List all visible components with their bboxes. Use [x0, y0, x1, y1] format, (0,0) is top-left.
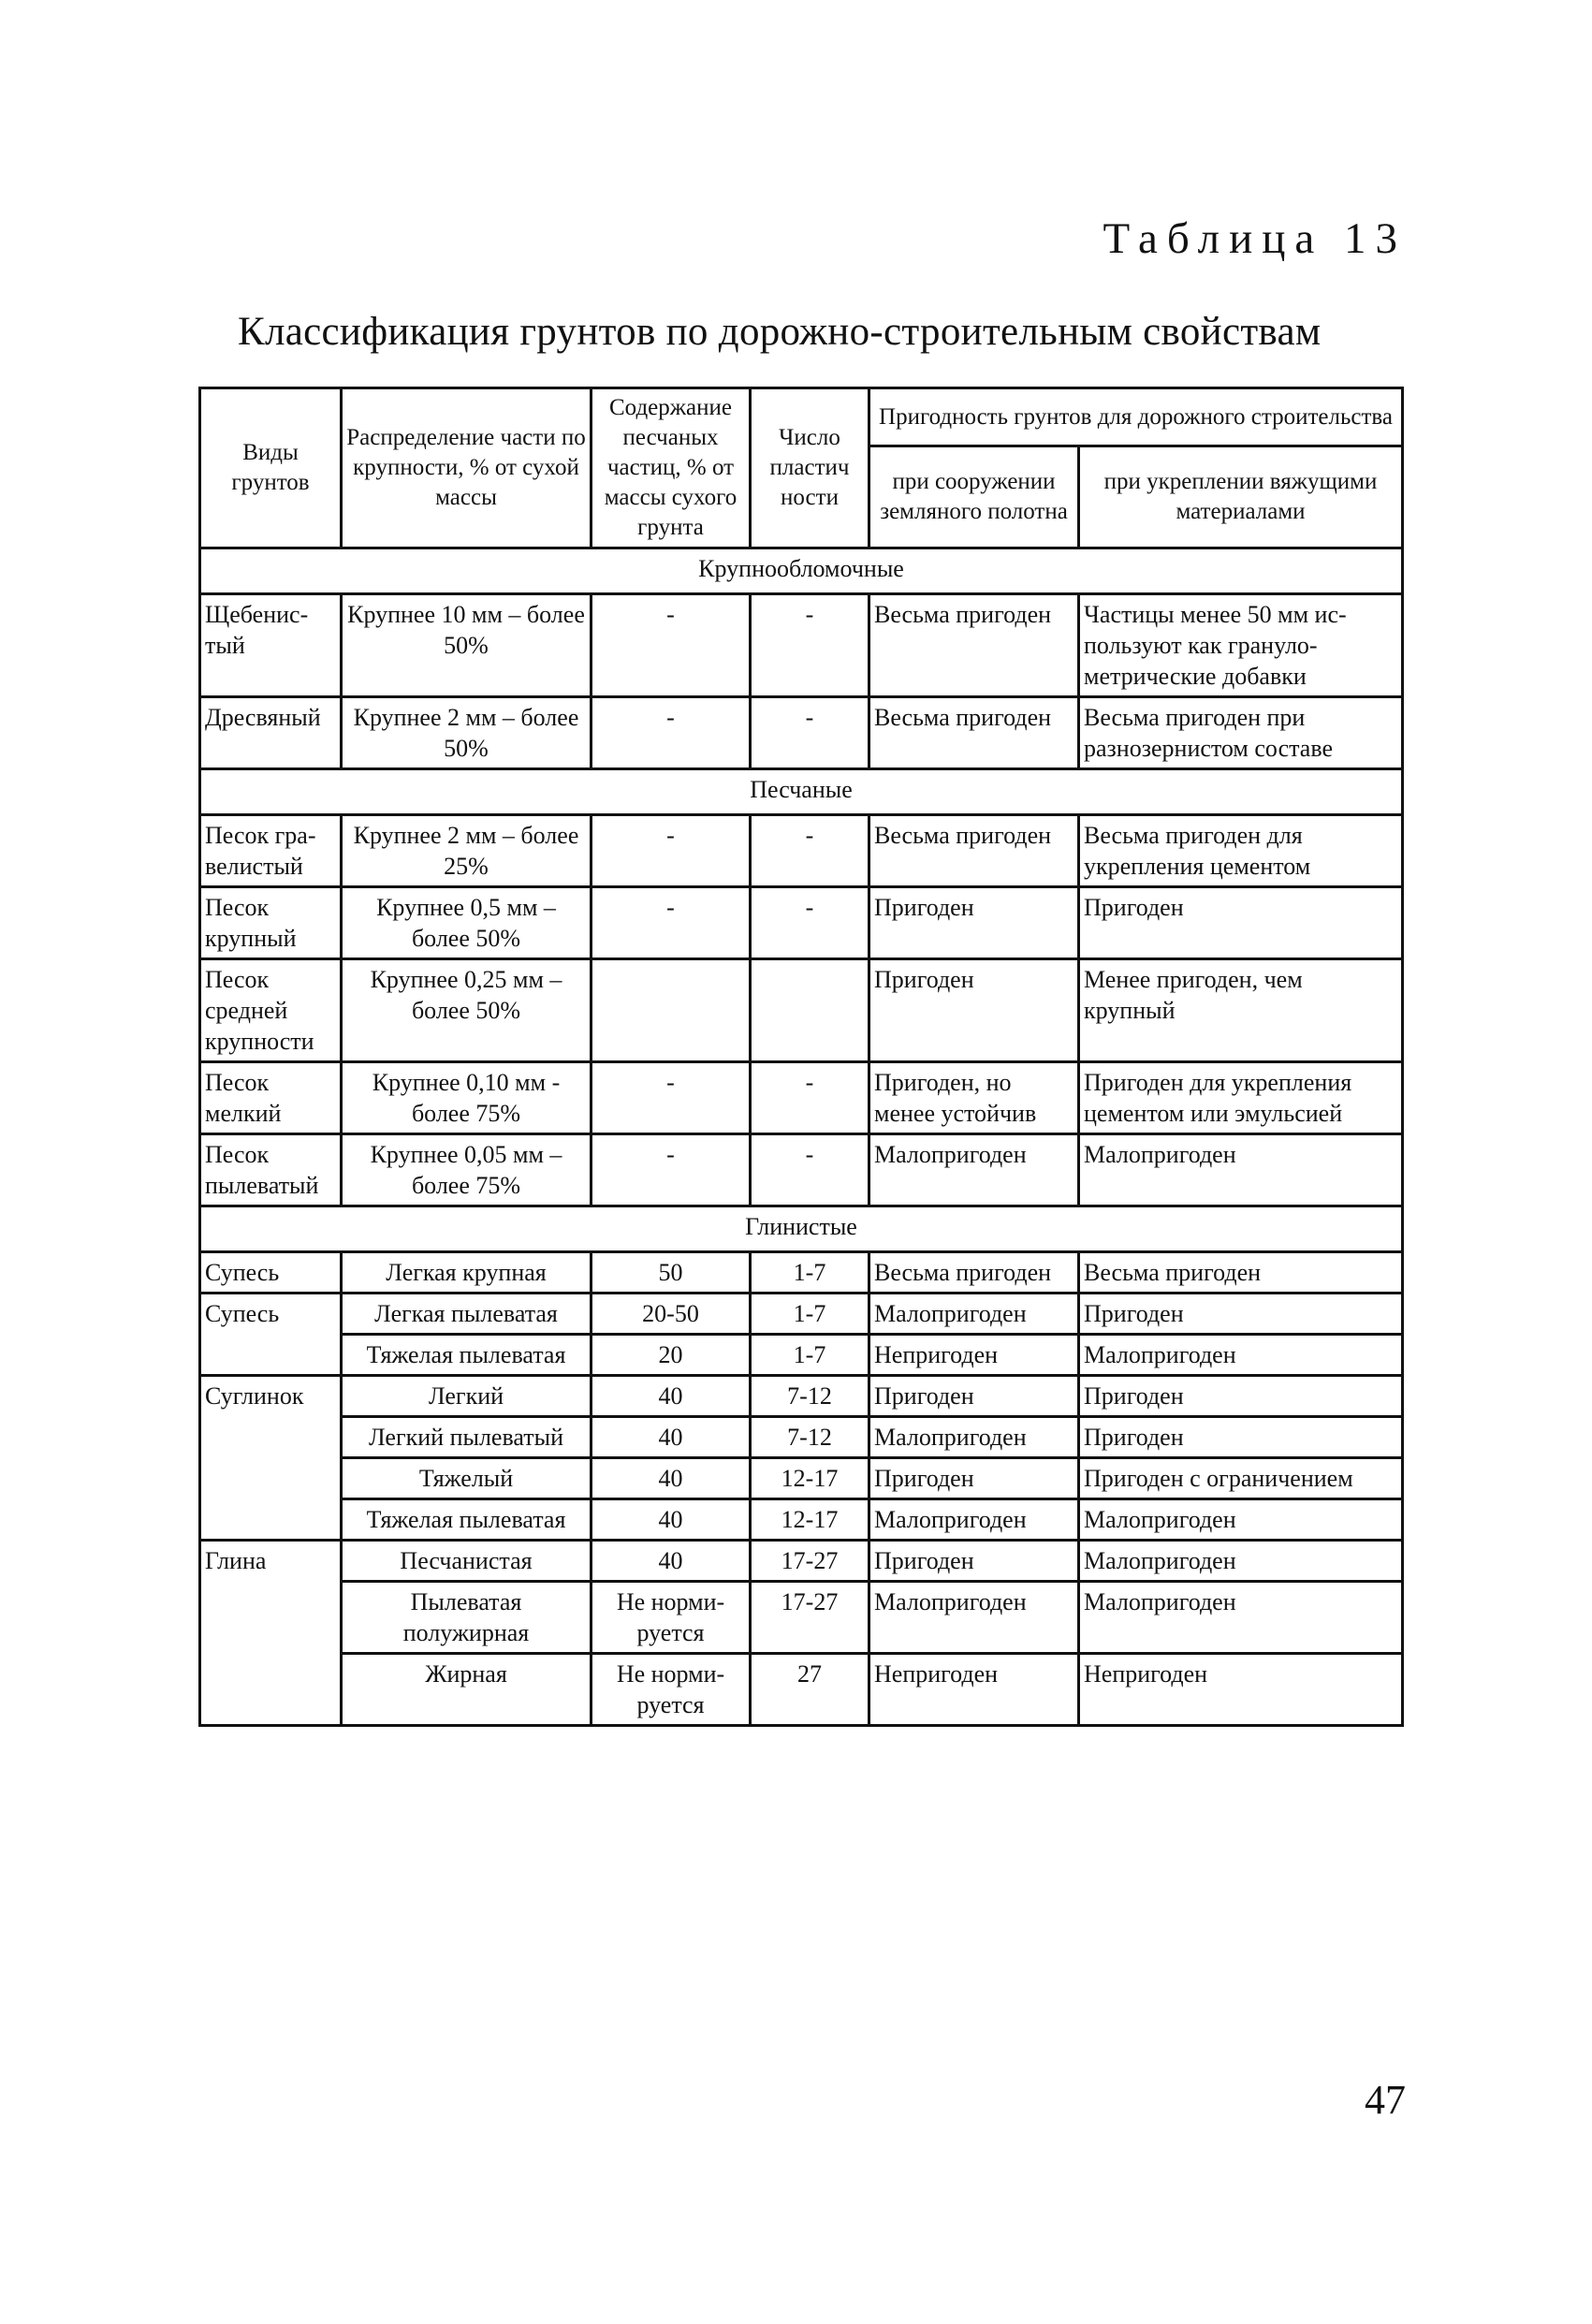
table-row — [200, 1252, 1403, 1294]
cell-plasticity: 12-17 — [751, 1499, 869, 1541]
header-soil-type: Виды грунтов — [200, 388, 342, 548]
page-number: 47 — [1365, 2077, 1406, 2123]
cell-sand-content: 40 — [592, 1376, 751, 1417]
cell-distribution: Крупнее 10 мм – более 50% — [342, 594, 592, 697]
section-title: Глинистые — [200, 1206, 1403, 1252]
table-row — [200, 1654, 1403, 1726]
header-binders: при укреплении вяжущими материалами — [1079, 446, 1403, 548]
cell-sand-content — [592, 959, 751, 1062]
cell-distribution: Тяжелая пылеватая — [342, 1335, 592, 1376]
cell-roadbed-suitability: Малопригоден — [869, 1499, 1079, 1541]
table-row — [200, 1582, 1403, 1654]
cell-sand-content: 40 — [592, 1541, 751, 1582]
section-title: Крупнообломочные — [200, 548, 1403, 594]
cell-binder-suitability: Малопригоден — [1079, 1499, 1403, 1541]
table-row — [200, 1541, 1403, 1582]
cell-binder-suitability: Весьма пригоден — [1079, 1252, 1403, 1294]
cell-sand-content: - — [592, 594, 751, 697]
cell-sand-content: 40 — [592, 1458, 751, 1499]
cell-soil-type — [200, 1335, 342, 1376]
section-header-row — [200, 769, 1403, 815]
cell-roadbed-suitability: Малопригоден — [869, 1294, 1079, 1335]
cell-soil-type: Супесь — [200, 1294, 342, 1335]
cell-roadbed-suitability: Непригоден — [869, 1335, 1079, 1376]
cell-plasticity: 17-27 — [751, 1541, 869, 1582]
cell-binder-suitability: Пригоден — [1079, 1417, 1403, 1458]
cell-soil-type: Песок мелкий — [200, 1062, 342, 1134]
cell-distribution: Крупнее 0,10 мм - более 75% — [342, 1062, 592, 1134]
cell-binder-suitability: Пригоден с ограничением — [1079, 1458, 1403, 1499]
cell-roadbed-suitability: Пригоден — [869, 1458, 1079, 1499]
cell-binder-suitability: Частицы менее 50 мм ис-пользуют как грануло-метрические добавки — [1079, 594, 1403, 697]
cell-plasticity: - — [751, 697, 869, 769]
cell-soil-type — [200, 1582, 342, 1654]
cell-soil-type: Дресвяный — [200, 697, 342, 769]
cell-roadbed-suitability: Пригоден — [869, 1376, 1079, 1417]
cell-plasticity: 1-7 — [751, 1294, 869, 1335]
cell-binder-suitability: Пригоден — [1079, 1376, 1403, 1417]
table-row — [200, 1134, 1403, 1206]
table-row — [200, 594, 1403, 697]
cell-roadbed-suitability: Весьма пригоден — [869, 815, 1079, 887]
cell-sand-content: - — [592, 815, 751, 887]
section-header-row — [200, 1206, 1403, 1252]
cell-roadbed-suitability: Пригоден — [869, 887, 1079, 959]
cell-soil-type: Песок средней крупности — [200, 959, 342, 1062]
cell-binder-suitability: Весьма пригоден для укрепления цементом — [1079, 815, 1403, 887]
cell-sand-content: - — [592, 887, 751, 959]
cell-distribution: Легкий пылеватый — [342, 1417, 592, 1458]
cell-binder-suitability: Малопригоден — [1079, 1335, 1403, 1376]
table-row — [200, 1376, 1403, 1417]
cell-distribution: Легкая пылеватая — [342, 1294, 592, 1335]
cell-distribution: Крупнее 0,5 мм – более 50% — [342, 887, 592, 959]
cell-distribution: Крупнее 2 мм – более 50% — [342, 697, 592, 769]
cell-sand-content: Не норми-руется — [592, 1654, 751, 1726]
table-row — [200, 1458, 1403, 1499]
cell-roadbed-suitability: Малопригоден — [869, 1134, 1079, 1206]
table-row — [200, 815, 1403, 887]
table-row — [200, 697, 1403, 769]
cell-binder-suitability: Пригоден для укрепления цементом или эмульсией — [1079, 1062, 1403, 1134]
table-row — [200, 1062, 1403, 1134]
cell-sand-content: 40 — [592, 1417, 751, 1458]
cell-distribution: Крупнее 2 мм – более 25% — [342, 815, 592, 887]
table-row — [200, 1335, 1403, 1376]
cell-plasticity: - — [751, 887, 869, 959]
cell-binder-suitability: Непригоден — [1079, 1654, 1403, 1726]
cell-distribution: Тяжелая пылеватая — [342, 1499, 592, 1541]
cell-distribution: Пылеватая полужирная — [342, 1582, 592, 1654]
cell-binder-suitability: Малопригоден — [1079, 1134, 1403, 1206]
cell-soil-type: Щебенис-тый — [200, 594, 342, 697]
cell-distribution: Крупнее 0,05 мм – более 75% — [342, 1134, 592, 1206]
cell-sand-content: - — [592, 1134, 751, 1206]
table-row — [200, 887, 1403, 959]
cell-plasticity: - — [751, 815, 869, 887]
cell-binder-suitability: Менее пригоден, чем крупный — [1079, 959, 1403, 1062]
cell-soil-type — [200, 1654, 342, 1726]
cell-roadbed-suitability: Весьма пригоден — [869, 1252, 1079, 1294]
cell-roadbed-suitability: Непригоден — [869, 1654, 1079, 1726]
cell-distribution: Крупнее 0,25 мм – более 50% — [342, 959, 592, 1062]
cell-roadbed-suitability: Пригоден — [869, 959, 1079, 1062]
cell-roadbed-suitability: Весьма пригоден — [869, 594, 1079, 697]
cell-soil-type: Песок пылеватый — [200, 1134, 342, 1206]
cell-binder-suitability: Весьма пригоден при разнозернистом составе — [1079, 697, 1403, 769]
cell-roadbed-suitability: Пригоден, но менее устойчив — [869, 1062, 1079, 1134]
cell-binder-suitability: Малопригоден — [1079, 1541, 1403, 1582]
cell-soil-type: Супесь — [200, 1252, 342, 1294]
cell-soil-type — [200, 1499, 342, 1541]
cell-distribution: Тяжелый — [342, 1458, 592, 1499]
cell-distribution: Жирная — [342, 1654, 592, 1726]
cell-sand-content: - — [592, 697, 751, 769]
cell-soil-type: Песок крупный — [200, 887, 342, 959]
section-header-row — [200, 548, 1403, 594]
table-number-label: Таблица 13 — [1103, 214, 1407, 263]
cell-distribution: Песчанистая — [342, 1541, 592, 1582]
cell-soil-type: Суглинок — [200, 1376, 342, 1417]
header-distribution: Распределение части по крупности, % от сухой массы — [342, 388, 592, 548]
cell-roadbed-suitability: Пригоден — [869, 1541, 1079, 1582]
table-row — [200, 959, 1403, 1062]
cell-plasticity: 17-27 — [751, 1582, 869, 1654]
cell-plasticity: 1-7 — [751, 1335, 869, 1376]
header-plasticity: Число пластич ности — [751, 388, 869, 548]
cell-plasticity: 1-7 — [751, 1252, 869, 1294]
table-title: Классификация грунтов по дорожно-строительным свойствам — [238, 310, 1322, 354]
cell-plasticity: 12-17 — [751, 1458, 869, 1499]
cell-sand-content: 20 — [592, 1335, 751, 1376]
cell-plasticity — [751, 959, 869, 1062]
cell-roadbed-suitability: Весьма пригоден — [869, 697, 1079, 769]
cell-distribution: Легкая крупная — [342, 1252, 592, 1294]
cell-soil-type — [200, 1458, 342, 1499]
cell-plasticity: 27 — [751, 1654, 869, 1726]
cell-plasticity: - — [751, 594, 869, 697]
cell-soil-type — [200, 1417, 342, 1458]
cell-roadbed-suitability: Малопригоден — [869, 1417, 1079, 1458]
cell-binder-suitability: Пригоден — [1079, 887, 1403, 959]
cell-plasticity: - — [751, 1062, 869, 1134]
header-sand-content: Содержание песчаных частиц, % от массы сухого грунта — [592, 388, 751, 548]
cell-roadbed-suitability: Малопригоден — [869, 1582, 1079, 1654]
cell-plasticity: - — [751, 1134, 869, 1206]
header-suitability: Пригодность грунтов для дорожного строительства — [869, 388, 1403, 446]
cell-distribution: Легкий — [342, 1376, 592, 1417]
cell-sand-content: 20-50 — [592, 1294, 751, 1335]
cell-binder-suitability: Пригоден — [1079, 1294, 1403, 1335]
cell-sand-content: 50 — [592, 1252, 751, 1294]
cell-sand-content: - — [592, 1062, 751, 1134]
cell-soil-type: Песок гра-велистый — [200, 815, 342, 887]
cell-binder-suitability: Малопригоден — [1079, 1582, 1403, 1654]
soil-classification-table — [198, 387, 1404, 1727]
table-row — [200, 1499, 1403, 1541]
table-body — [200, 548, 1403, 1726]
table-row — [200, 1294, 1403, 1335]
cell-sand-content: 40 — [592, 1499, 751, 1541]
cell-plasticity: 7-12 — [751, 1376, 869, 1417]
table-header — [200, 388, 1403, 548]
cell-soil-type: Глина — [200, 1541, 342, 1582]
cell-plasticity: 7-12 — [751, 1417, 869, 1458]
section-title: Песчаные — [200, 769, 1403, 815]
cell-sand-content: Не норми-руется — [592, 1582, 751, 1654]
header-roadbed: при сооружении земляного полотна — [869, 446, 1079, 548]
table-row — [200, 1417, 1403, 1458]
